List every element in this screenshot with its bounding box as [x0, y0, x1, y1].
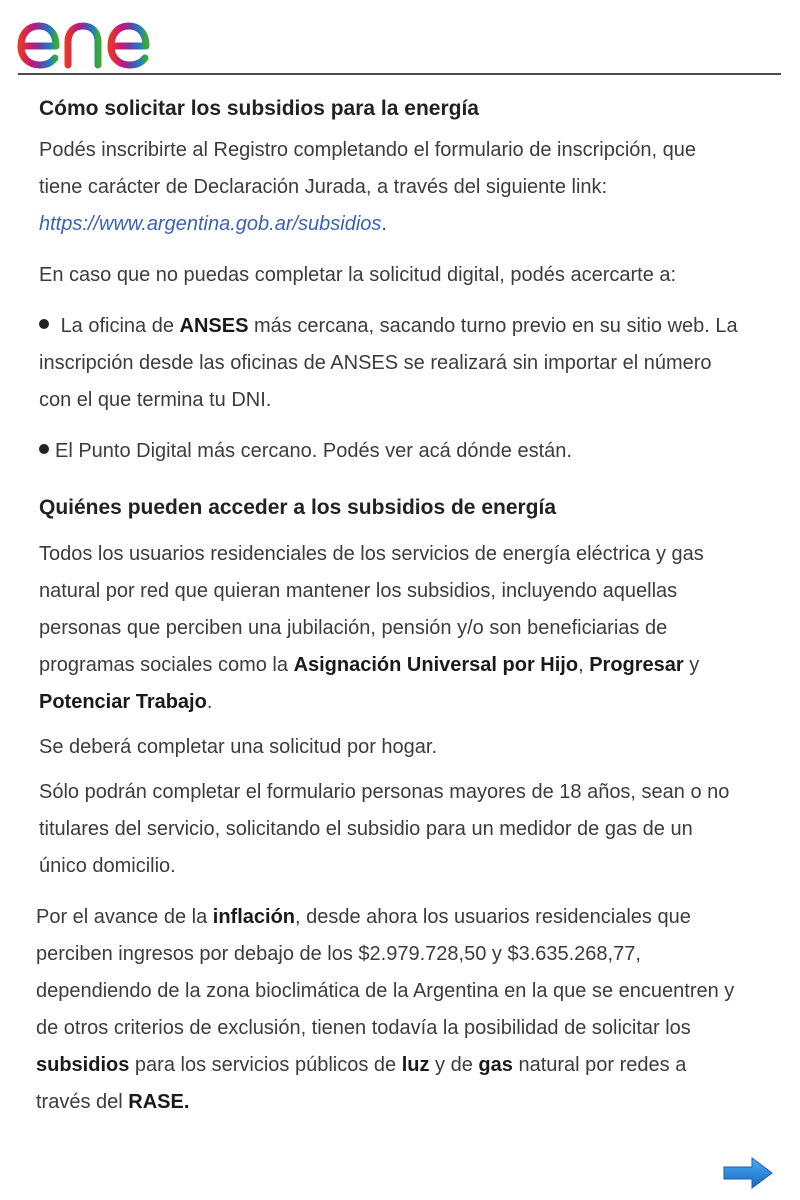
- list-item-anses: La oficina de ANSES más cercana, sacando turno previo en su sitio web. La inscripción desde las oficinas de ANSES se realizará sin importar el número con el que termina tu DNI.: [39, 308, 739, 419]
- paragraph-alternativas: En caso que no puedas completar la solicitud digital, podés acercarte a:: [39, 264, 677, 286]
- enel-logo[interactable]: [16, 6, 186, 70]
- subsidios-link[interactable]: https://www.argentina.gob.ar/subsidios: [39, 213, 382, 235]
- paragraph-por-hogar: Se deberá completar una solicitud por hogar.: [39, 736, 438, 758]
- header-divider: [18, 73, 781, 75]
- paragraph-inscripcion: Podés inscribirte al Registro completando el formulario de inscripción, que tiene carácter de Declaración Jurada, a través del siguiente link: https://www.argentina.gob.ar/subsidios.: [39, 139, 696, 235]
- paragraph-inflacion: Por el avance de la inflación, desde ahora los usuarios residenciales que perciben ingresos por debajo de los $2.979.728,50 y $3.635.268,77, dependiendo de la zona bioclimática de la Argentina en la que se encuentren y de otros criterios de exclusión, tienen todavía la posibilidad de solicitar los subsidios para los servicios públicos de luz y de gas natural por redes a través del RASE.: [36, 906, 735, 1113]
- paragraph-mayores-18: Sólo podrán completar el formulario personas mayores de 18 años, sean o no titulares del servicio, solicitando el subsidio para un medidor de gas de un único domicilio.: [39, 781, 730, 877]
- section-title-como-solicitar: Cómo solicitar los subsidios para la energía: [39, 97, 479, 120]
- article-content: [36, 92, 739, 1121]
- list-item-punto-digital: El Punto Digital más cercano. Podés ver acá dónde están.: [39, 433, 739, 470]
- arrow-right-icon[interactable]: [722, 1156, 774, 1190]
- header: [0, 0, 800, 76]
- paragraph-usuarios: Todos los usuarios residenciales de los servicios de energía eléctrica y gas natural por red que quieran mantener los subsidios, incluyendo aquellas personas que perciben una jubilación, pensión y/o son beneficiarias de programas sociales como la Asignación Universal por Hijo, Progresar y Potenciar Trabajo.: [39, 543, 704, 713]
- section-title-quienes-pueden: Quiénes pueden acceder a los subsidios de energía: [39, 496, 557, 519]
